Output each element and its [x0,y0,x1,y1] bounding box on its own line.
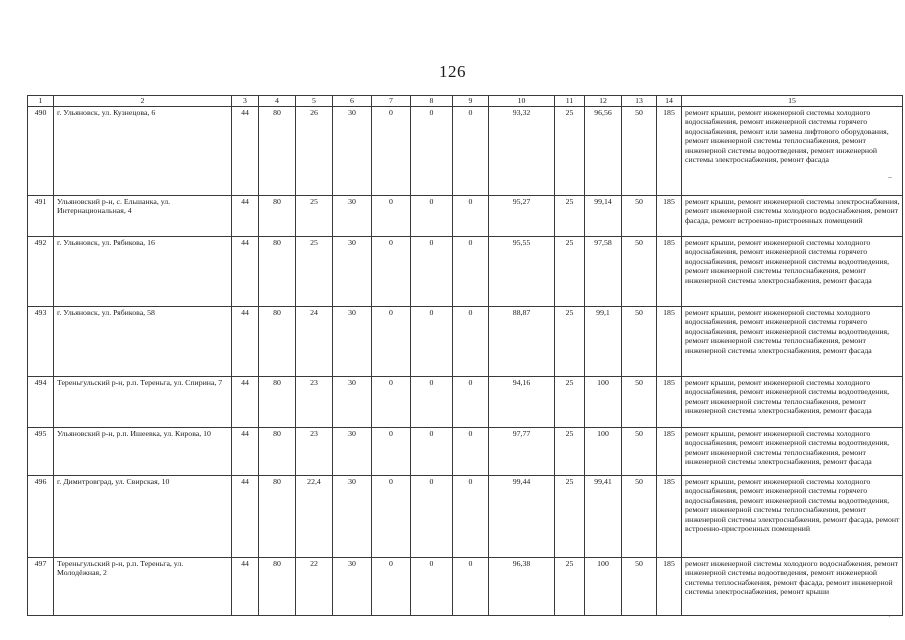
value-cell: 0 [411,236,453,306]
value-cell: 80 [259,376,296,427]
row-number-cell: 491 [28,195,54,236]
address-cell: Ульяновский р-н, с. Ельшанка, ул. Интернациональная, 4 [54,195,232,236]
value-cell: 0 [453,106,489,195]
value-cell: 44 [232,376,259,427]
scan-mark: · [888,612,891,621]
value-cell: 96,56 [585,106,622,195]
value-cell: 26 [296,106,333,195]
row-number-cell: 495 [28,427,54,475]
value-cell: 0 [372,557,411,615]
value-cell: 0 [411,557,453,615]
value-cell: 30 [333,236,372,306]
value-cell: 50 [622,106,657,195]
value-cell: 97,77 [489,427,555,475]
value-cell: 185 [657,427,682,475]
value-cell: 99,41 [585,475,622,557]
value-cell: 0 [453,306,489,376]
address-cell: Ульяновский р-н, р.п. Ишеевка, ул. Кирова, 10 [54,427,232,475]
row-number-cell: 493 [28,306,54,376]
address-cell: г. Ульяновск, ул. Рябикова, 16 [54,236,232,306]
value-cell: 30 [333,306,372,376]
value-cell: 0 [453,557,489,615]
table-row [28,475,903,557]
column-header: 10 [489,96,555,107]
value-cell: 94,16 [489,376,555,427]
value-cell: 80 [259,557,296,615]
value-cell: 30 [333,106,372,195]
value-cell: 30 [333,427,372,475]
column-header: 8 [411,96,453,107]
column-header: 7 [372,96,411,107]
value-cell: 25 [555,236,585,306]
value-cell: 44 [232,106,259,195]
value-cell: 80 [259,236,296,306]
address-cell: Тереньгульский р-н, р.п. Тереньга, ул. Молодёжная, 2 [54,557,232,615]
works-cell: ремонт крыши, ремонт инженерной системы холодного водоснабжения, ремонт инженерной системы горячего водоснабжения, ремонт инженерной системы водоотведения, ремонт инженерной системы теплоснабжения, ремонт инженерной системы электроснабжения, ремонт фасада [682,236,903,306]
value-cell: 44 [232,195,259,236]
value-cell: 50 [622,475,657,557]
value-cell: 80 [259,306,296,376]
row-number-cell: 496 [28,475,54,557]
column-header: 3 [232,96,259,107]
row-number-cell: 497 [28,557,54,615]
value-cell: 23 [296,376,333,427]
value-cell: 0 [372,106,411,195]
value-cell: 50 [622,195,657,236]
works-cell: ремонт крыши, ремонт инженерной системы холодного водоснабжения, ремонт инженерной системы горячего водоснабжения, ремонт или замена лифтового оборудования, ремонт инженерной системы теплоснабжения, ремонт инженерной системы водоотведения, ремонт инженерной системы электроснабжения, ремонт фасада [682,106,903,195]
table-row [28,195,903,236]
data-table [27,95,903,616]
value-cell: 25 [555,557,585,615]
value-cell: 25 [296,195,333,236]
address-cell: г. Димитровград, ул. Свирская, 10 [54,475,232,557]
column-header: 6 [333,96,372,107]
value-cell: 100 [585,376,622,427]
value-cell: 50 [622,236,657,306]
value-cell: 44 [232,306,259,376]
value-cell: 95,55 [489,236,555,306]
value-cell: 80 [259,195,296,236]
value-cell: 0 [411,306,453,376]
table-row [28,376,903,427]
value-cell: 30 [333,195,372,236]
table-row [28,236,903,306]
row-number-cell: 490 [28,106,54,195]
value-cell: 93,32 [489,106,555,195]
value-cell: 25 [555,475,585,557]
value-cell: 0 [411,195,453,236]
column-header: 15 [682,96,903,107]
table-row [28,557,903,615]
row-number-cell: 492 [28,236,54,306]
value-cell: 0 [372,195,411,236]
page-number: 126 [439,62,466,81]
works-cell: ремонт крыши, ремонт инженерной системы холодного водоснабжения, ремонт инженерной системы горячего водоснабжения, ремонт инженерной системы водоотведения, ремонт инженерной системы теплоснабжения, ремонт инженерной системы электроснабжения, ремонт фасада [682,306,903,376]
value-cell: 96,38 [489,557,555,615]
value-cell: 185 [657,195,682,236]
value-cell: 185 [657,557,682,615]
works-cell: ремонт инженерной системы холодного водоснабжения, ремонт инженерной системы водоотведения, ремонт инженерной системы теплоснабжения, ремонт фасада, ремонт инженерной системы электроснабжения, ремонт крыши [682,557,903,615]
value-cell: 80 [259,106,296,195]
value-cell: 185 [657,306,682,376]
value-cell: 0 [372,306,411,376]
value-cell: 30 [333,557,372,615]
value-cell: 25 [555,427,585,475]
works-cell: ремонт крыши, ремонт инженерной системы электроснабжения, ремонт инженерной системы холодного водоснабжения, ремонт фасада, ремонт встроенно-пристроенных помещений [682,195,903,236]
column-header: 13 [622,96,657,107]
value-cell: 0 [453,427,489,475]
table-row [28,106,903,195]
column-header: 9 [453,96,489,107]
value-cell: 50 [622,427,657,475]
value-cell: 185 [657,376,682,427]
value-cell: 100 [585,427,622,475]
value-cell: 0 [411,376,453,427]
value-cell: 80 [259,475,296,557]
value-cell: 185 [657,106,682,195]
scan-mark: – [888,172,892,181]
value-cell: 22 [296,557,333,615]
value-cell: 50 [622,306,657,376]
value-cell: 0 [372,236,411,306]
value-cell: 44 [232,236,259,306]
value-cell: 0 [453,195,489,236]
value-cell: 44 [232,427,259,475]
value-cell: 185 [657,475,682,557]
value-cell: 25 [555,306,585,376]
value-cell: 25 [555,376,585,427]
value-cell: 25 [555,106,585,195]
column-header: 12 [585,96,622,107]
header-row [28,96,903,107]
value-cell: 50 [622,557,657,615]
column-header: 14 [657,96,682,107]
value-cell: 0 [453,376,489,427]
value-cell: 22,4 [296,475,333,557]
value-cell: 0 [453,236,489,306]
value-cell: 99,44 [489,475,555,557]
value-cell: 100 [585,557,622,615]
value-cell: 44 [232,557,259,615]
column-header: 5 [296,96,333,107]
works-cell: ремонт крыши, ремонт инженерной системы холодного водоснабжения, ремонт инженерной системы горячего водоснабжения, ремонт инженерной системы водоотведения, ремонт инженерной системы теплоснабжения, ремонт инженерной системы электроснабжения, ремонт фасада, ремонт встроенно-пристроенных помещений [682,475,903,557]
works-cell: ремонт крыши, ремонт инженерной системы холодного водоснабжения, ремонт инженерной системы водоотведения, ремонт инженерной системы теплоснабжения, ремонт инженерной системы электроснабжения, ремонт фасада [682,376,903,427]
value-cell: 0 [453,475,489,557]
address-cell: г. Ульяновск, ул. Рябикова, 58 [54,306,232,376]
value-cell: 99,1 [585,306,622,376]
value-cell: 24 [296,306,333,376]
address-cell: г. Ульяновск, ул. Кузнецова, 6 [54,106,232,195]
address-cell: Тереньгульский р-н, р.п. Тереньга, ул. Спирина, 7 [54,376,232,427]
value-cell: 30 [333,376,372,427]
value-cell: 44 [232,475,259,557]
table-row [28,427,903,475]
value-cell: 97,58 [585,236,622,306]
table-row [28,306,903,376]
value-cell: 0 [411,475,453,557]
column-header: 4 [259,96,296,107]
value-cell: 0 [372,376,411,427]
value-cell: 0 [411,427,453,475]
value-cell: 0 [372,475,411,557]
value-cell: 185 [657,236,682,306]
value-cell: 23 [296,427,333,475]
value-cell: 0 [411,106,453,195]
value-cell: 25 [555,195,585,236]
column-header: 2 [54,96,232,107]
value-cell: 80 [259,427,296,475]
value-cell: 25 [296,236,333,306]
value-cell: 30 [333,475,372,557]
value-cell: 0 [372,427,411,475]
column-header: 1 [28,96,54,107]
value-cell: 95,27 [489,195,555,236]
row-number-cell: 494 [28,376,54,427]
works-cell: ремонт крыши, ремонт инженерной системы холодного водоснабжения, ремонт инженерной системы водоотведения, ремонт инженерной системы теплоснабжения, ремонт инженерной системы электроснабжения, ремонт фасада [682,427,903,475]
value-cell: 99,14 [585,195,622,236]
table-body [28,96,903,616]
column-header: 11 [555,96,585,107]
value-cell: 50 [622,376,657,427]
value-cell: 88,87 [489,306,555,376]
